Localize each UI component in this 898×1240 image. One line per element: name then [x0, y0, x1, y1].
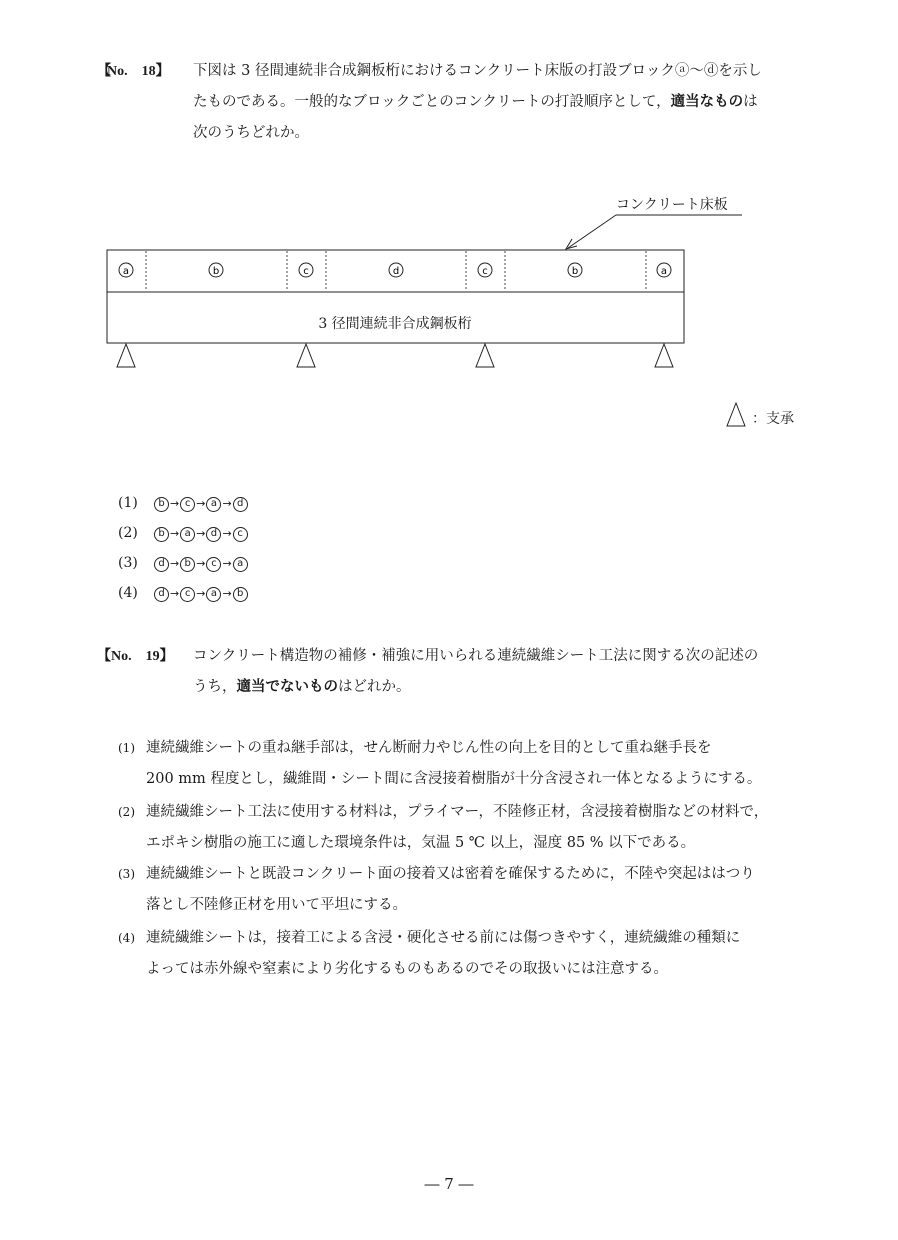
q18-option-1 — [118, 488, 248, 519]
q19-line-2 — [193, 672, 758, 703]
block-label-b — [568, 263, 582, 277]
q18-line-1: 下図は 3 径間連続非合成鋼板桁におけるコンクリート床版の打設ブロックⓐ～ⓓを示し — [193, 63, 762, 79]
arrow-icon: → — [196, 587, 206, 600]
q18-emphasis: 適当なもの — [670, 94, 744, 110]
statement-line: 連続繊維シート工法に使用する材料は，プライマー，不陸修正材，含浸接着樹脂などの材料で， — [146, 804, 769, 820]
statement-number: (1) — [118, 741, 135, 755]
callout-leader — [568, 215, 616, 248]
statement-line: よっては赤外線や窒素により劣化するものもあるのでその取扱いには注意する。 — [146, 961, 668, 977]
option-number: (4) — [118, 585, 138, 601]
arrow-icon: → — [170, 587, 180, 600]
block-ref-a: a — [233, 557, 248, 572]
q18-line-2c: は — [743, 94, 758, 110]
statement-line: 連続繊維シートの重ね継手部は，せん断耐力やじん性の向上を目的として重ね継手長を — [146, 740, 712, 756]
statement-line: 連続繊維シートと既設コンクリート面の接着又は密着を確保するために，不陸や突起ははつり — [146, 866, 755, 882]
block-ref-a: a — [206, 497, 221, 512]
support-1 — [117, 344, 135, 367]
q19-line-1: コンクリート構造物の補修・補強に用いられる連続繊維シート工法に関する次の記述の — [193, 648, 759, 664]
q18-option-2 — [118, 518, 248, 549]
block-ref-b: b — [154, 527, 169, 542]
block-ref-a: a — [206, 587, 221, 602]
callout-label: コンクリート床板 — [616, 197, 728, 213]
block-ref-c: c — [233, 527, 248, 542]
arrow-icon: → — [222, 527, 232, 540]
statement-line: 落とし不陸修正材を用いて平坦にする。 — [146, 897, 407, 913]
block-ref-d: d — [233, 497, 248, 512]
block-letter: d — [392, 266, 400, 277]
block-ref-b: b — [180, 557, 195, 572]
statement-line: 連続繊維シートは，接着工による含浸・硬化させる前には傷つきやすく，連続繊維の種類に — [146, 930, 741, 946]
q19-number: 【No. 19】 — [97, 649, 174, 664]
option-number: (2) — [118, 525, 138, 541]
block-label-b — [209, 263, 223, 277]
q18-line-3: 次のうちどれか。 — [193, 125, 309, 141]
support-4 — [655, 344, 673, 367]
block-label-d — [389, 263, 403, 277]
q19-emphasis: 適当でないもの — [236, 679, 338, 695]
arrow-icon: → — [196, 557, 206, 570]
block-letter: c — [303, 266, 309, 277]
girder-label: 3 径間連続非合成鋼板桁 — [318, 316, 472, 332]
option-number: (1) — [118, 495, 138, 511]
block-letter: a — [660, 266, 668, 277]
block-ref-b: b — [233, 587, 248, 602]
statement-line: 200 mm 程度とし，繊維間・シート間に含浸接着樹脂が十分含浸され一体となるようにする。 — [146, 771, 762, 787]
q18-option-3 — [118, 548, 248, 579]
q18-line-2a: たものである。一般的なブロックごとのコンクリートの打設順序として， — [193, 94, 671, 110]
block-label-a — [657, 263, 671, 277]
option-number: (3) — [118, 555, 138, 571]
arrow-icon: → — [222, 497, 232, 510]
legend-label: ：支承 — [752, 411, 794, 427]
arrow-icon: → — [170, 497, 180, 510]
block-letter: b — [571, 266, 579, 277]
block-ref-c: c — [180, 497, 195, 512]
block-letter: b — [212, 266, 220, 277]
arrow-icon: → — [196, 527, 206, 540]
block-ref-d: d — [154, 587, 169, 602]
block-ref-c: c — [180, 587, 195, 602]
arrow-icon: → — [170, 557, 180, 570]
q18-number: 【 — [97, 64, 111, 79]
callout-arrowhead — [566, 239, 577, 249]
block-letter: c — [482, 266, 488, 277]
block-label-a — [119, 263, 133, 277]
arrow-icon: → — [196, 497, 206, 510]
page-number: ― 7 ― — [424, 1175, 474, 1193]
q19-line-2a: うち， — [193, 679, 237, 695]
support-2 — [297, 344, 315, 367]
statement-number: (2) — [118, 805, 135, 819]
arrow-icon: → — [170, 527, 180, 540]
q18-number-label: No. 18】 — [107, 64, 170, 79]
slab-pouring-diagram — [0, 0, 898, 460]
statement-number: (4) — [118, 931, 135, 945]
legend-support-icon — [727, 403, 745, 426]
block-ref-d: d — [154, 557, 169, 572]
block-letter: a — [122, 266, 130, 277]
arrow-icon: → — [222, 557, 232, 570]
q19-line-2c: はどれか。 — [338, 679, 411, 695]
q19-question-text — [193, 641, 758, 703]
statement-line: エポキシ樹脂の施工に適した環境条件は，気温 5 ℃ 以上，湿度 85 % 以下である。 — [146, 835, 696, 851]
block-ref-d: d — [206, 527, 221, 542]
block-label-c — [478, 263, 492, 277]
q18-option-4 — [118, 578, 248, 609]
arrow-icon: → — [222, 587, 232, 600]
block-ref-a: a — [180, 527, 195, 542]
block-label-c — [299, 263, 313, 277]
support-3 — [476, 344, 494, 367]
statement-number: (3) — [118, 867, 135, 881]
block-ref-c: c — [206, 557, 221, 572]
block-ref-b: b — [154, 497, 169, 512]
block-labels — [119, 263, 671, 277]
